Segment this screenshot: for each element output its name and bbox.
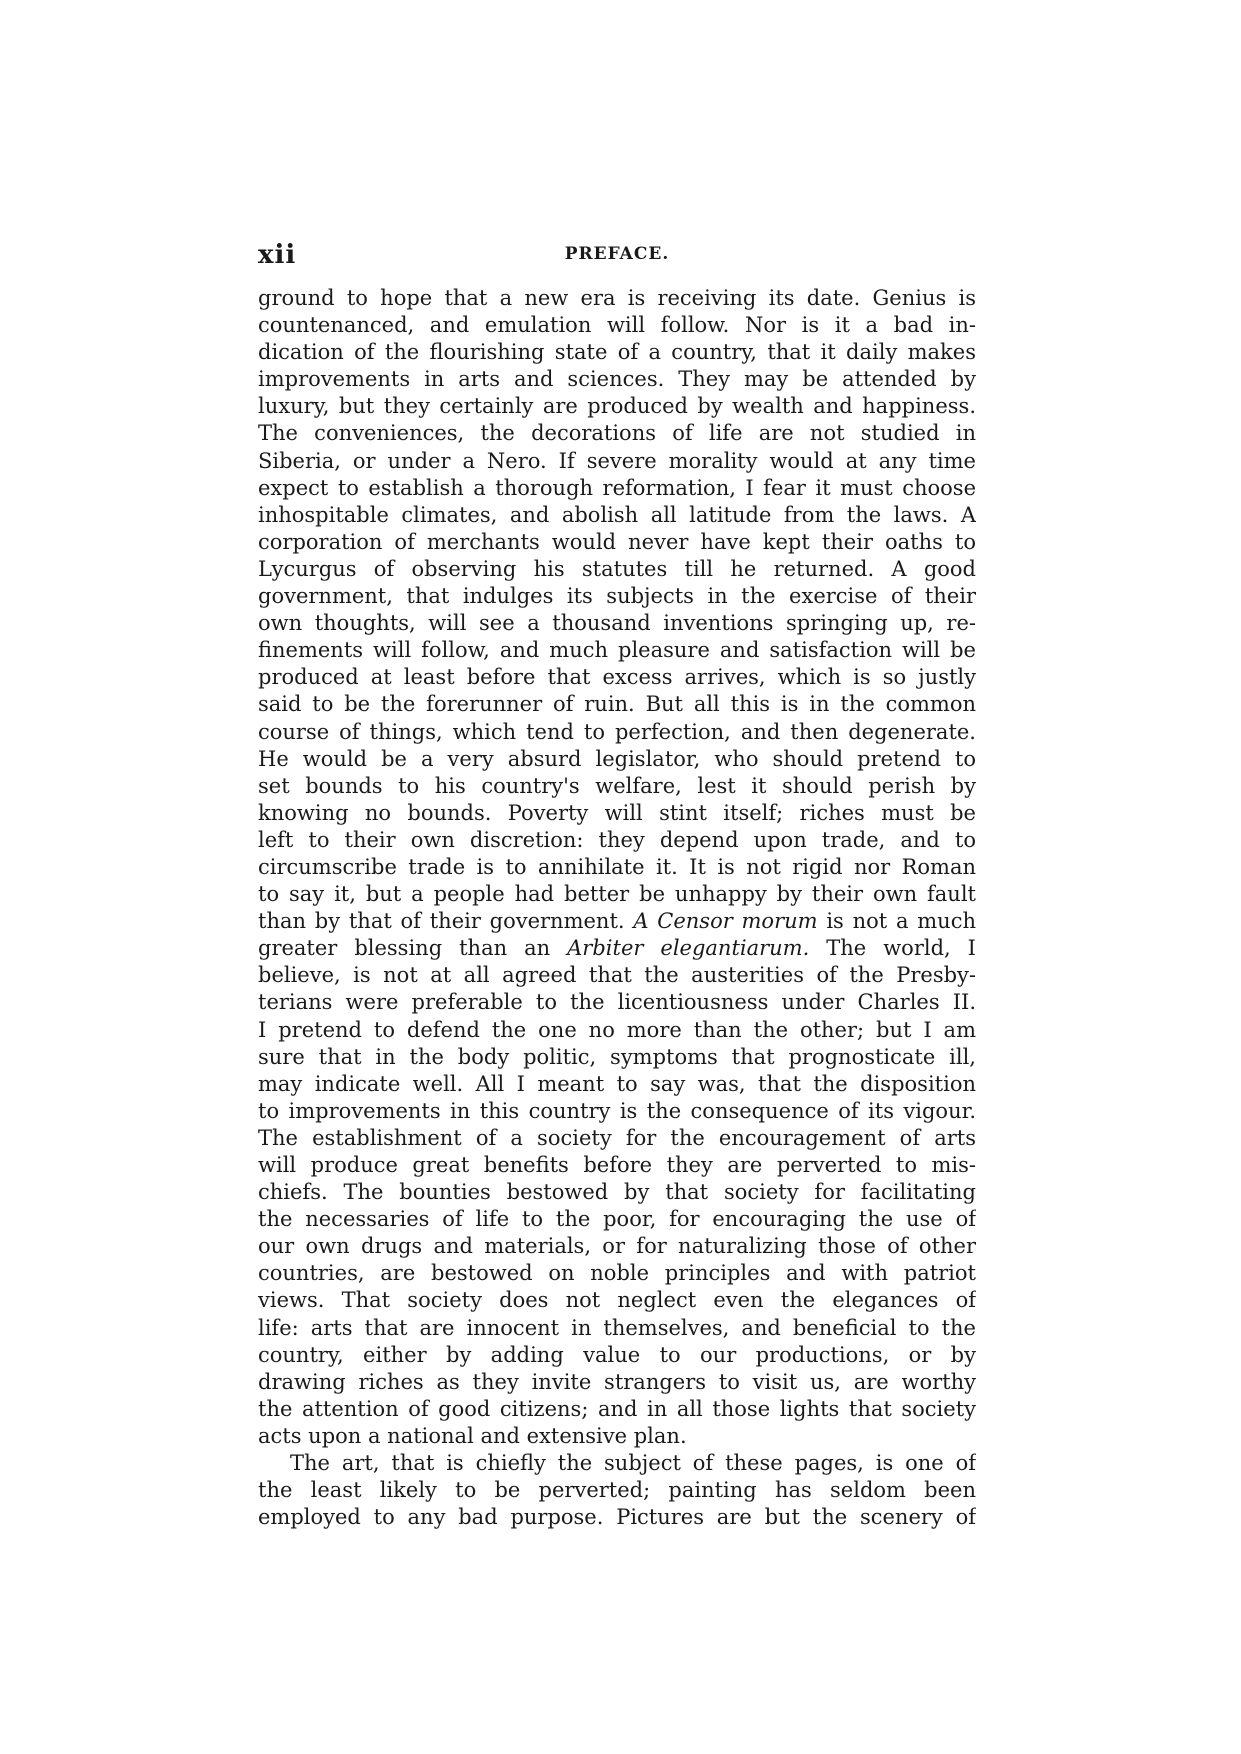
- text-line: He would be a very absurd legislator, who should pretend to: [258, 746, 976, 771]
- body-text: [258, 285, 976, 1531]
- text-line: The conveniences, the decorations of life are not studied in: [258, 421, 976, 446]
- text-line: set bounds to his country's welfare, lest it should perish by: [258, 773, 976, 798]
- text-line: produced at least before that excess arrives, which is so justly: [258, 665, 976, 690]
- text-line: will produce great benefits before they are perverted to mis-: [258, 1153, 976, 1177]
- text-line: expect to establish a thorough reformation, I fear it must choose: [258, 475, 976, 500]
- text-line: to say it, but a people had better be unhappy by their own fault: [258, 882, 976, 907]
- text-line: knowing no bounds. Poverty will stint itself; riches must be: [258, 800, 976, 825]
- text-line: finements will follow, and much pleasure and satisfaction will be: [258, 638, 976, 663]
- text-line: countries, are bestowed on noble principles and with patriot: [258, 1261, 976, 1286]
- text-line: to improvements in this country is the consequence of its vigour.: [258, 1098, 976, 1123]
- text-line: The establishment of a society for the encouragement of arts: [258, 1125, 976, 1150]
- text-line: improvements in arts and sciences. They may be attended by: [258, 367, 976, 392]
- paragraph-end-line: acts upon a national and extensive plan.: [258, 1423, 687, 1448]
- text-line: I pretend to defend the one no more than the other; but I am: [258, 1017, 976, 1042]
- text-line: sure that in the body politic, symptoms that prognosticate ill,: [258, 1044, 976, 1069]
- paragraph-start-line: The art, that is chiefly the subject of these pages, is one of: [290, 1451, 976, 1476]
- text-line: Siberia, or under a Nero. If severe morality would at any time: [258, 448, 976, 473]
- text-line: left to their own discretion: they depend upon trade, and to: [258, 827, 976, 852]
- text-line: our own drugs and materials, or for naturalizing those of other: [258, 1234, 976, 1259]
- text-line: said to be the forerunner of ruin. But all this is in the common: [258, 692, 976, 717]
- page-header: [258, 240, 976, 272]
- text-line: believe, is not at all agreed that the austerities of the Presby-: [258, 963, 976, 988]
- text-line: life: arts that are innocent in themselves, and beneficial to the: [258, 1315, 976, 1340]
- text-line: dication of the flourishing state of a country, that it daily makes: [258, 340, 976, 365]
- text-line: Lycurgus of observing his statutes till he returned. A good: [258, 556, 976, 581]
- text-line: inhospitable climates, and abolish all latitude from the laws. A: [258, 502, 976, 527]
- text-line: terians were preferable to the licentiousness under Charles II.: [258, 990, 976, 1015]
- text-line: the attention of good citizens; and in all those lights that society: [258, 1396, 976, 1421]
- text-line: chiefs. The bounties bestowed by that society for facilitating: [258, 1180, 976, 1205]
- text-segment: The world, I: [826, 936, 976, 961]
- text-segment: than by that of their government.: [258, 909, 625, 934]
- text-line: corporation of merchants would never have kept their oaths to: [258, 529, 976, 554]
- text-line: may indicate well. All I meant to say was, that the disposition: [258, 1071, 976, 1096]
- text-line: circumscribe trade is to annihilate it. It is not rigid nor Roman: [258, 854, 976, 879]
- latin-phrase: A Censor morum: [633, 909, 818, 934]
- text-line: course of things, which tend to perfection, and then degenerate.: [258, 719, 976, 744]
- text-line: drawing riches as they invite strangers to visit us, are worthy: [258, 1369, 976, 1394]
- text-line: government, that indulges its subjects in the exercise of their: [258, 584, 976, 609]
- text-line: country, either by adding value to our productions, or by: [258, 1342, 976, 1367]
- page-number: xii: [258, 240, 297, 270]
- running-head: PREFACE.: [564, 244, 670, 264]
- text-line: views. That society does not neglect even the elegances of: [258, 1288, 976, 1313]
- text-line: ground to hope that a new era is receiving its date. Genius is: [258, 286, 976, 310]
- text-segment: is not a much: [826, 909, 976, 934]
- text-line: employed to any bad purpose. Pictures are but the scenery of: [258, 1505, 976, 1530]
- text-line: luxury, but they certainly are produced by wealth and happiness.: [258, 394, 976, 419]
- latin-phrase: Arbiter elegantiarum.: [567, 936, 810, 961]
- text-line: countenanced, and emulation will follow. Nor is it a bad in-: [258, 313, 976, 338]
- text-line: own thoughts, will see a thousand inventions springing up, re-: [258, 611, 976, 636]
- text-line-mixed: [258, 935, 976, 962]
- text-line-mixed: [258, 908, 976, 935]
- text-line: the necessaries of life to the poor, for encouraging the use of: [258, 1207, 976, 1232]
- text-segment: greater blessing than an: [258, 936, 551, 961]
- text-line: the least likely to be perverted; painting has seldom been: [258, 1478, 976, 1503]
